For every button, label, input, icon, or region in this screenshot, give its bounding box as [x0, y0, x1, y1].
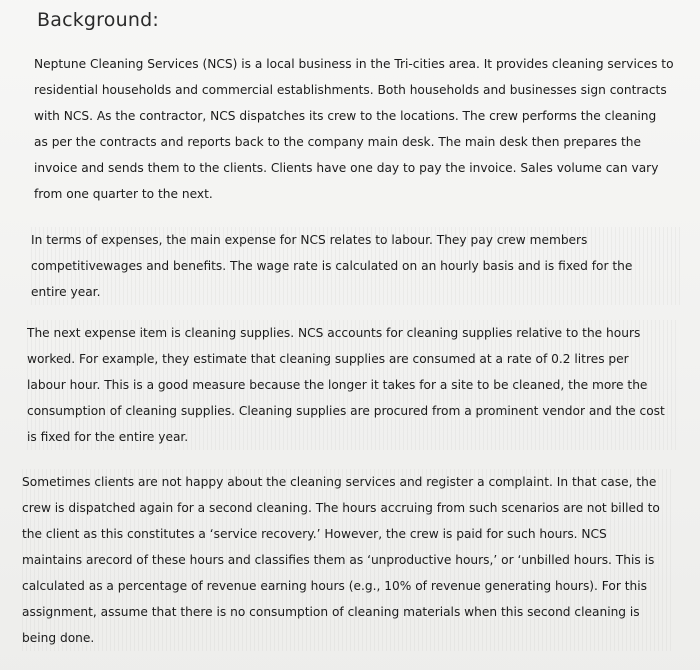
text-line: invoice and sends them to the clients. Clients have one day to pay the invoice. Sales volume can vary	[34, 161, 659, 175]
text-line: assignment, assume that there is no consumption of cleaning materials when this second cleaning is	[22, 605, 640, 619]
text-line: labour hour. This is a good measure because the longer it takes for a site to be cleaned, the more the	[27, 378, 648, 392]
text-line: In terms of expenses, the main expense for NCS relates to labour. They pay crew members	[31, 233, 588, 247]
page-title: Background:	[37, 9, 159, 31]
text-line: is fixed for the entire year.	[27, 430, 189, 444]
paragraph-company-overview	[34, 51, 684, 207]
paragraph-labour-expense	[31, 227, 681, 305]
text-line: from one quarter to the next.	[34, 187, 213, 201]
text-line: the client as this constitutes a ‘service recovery.’ However, the crew is paid for such hours. NCS	[22, 527, 607, 541]
text-line: The next expense item is cleaning supplies. NCS accounts for cleaning supplies relative to the hours	[27, 326, 641, 340]
text-line: entire year.	[31, 285, 101, 299]
text-line: worked. For example, they estimate that cleaning supplies are consumed at a rate of 0.2 litres per	[27, 352, 629, 366]
text-line: consumption of cleaning supplies. Cleaning supplies are procured from a prominent vendor and the cost	[27, 404, 665, 418]
text-line: crew is dispatched again for a second cleaning. The hours accruing from such scenarios are not billed to	[22, 501, 660, 515]
text-line: Neptune Cleaning Services (NCS) is a local business in the Tri-cities area. It provides cleaning services to	[34, 57, 674, 71]
text-line: residential households and commercial establishments. Both households and businesses sign contracts	[34, 83, 667, 97]
text-line: Sometimes clients are not happy about the cleaning services and register a complaint. In that case, the	[22, 475, 657, 489]
paragraph-cleaning-supplies	[27, 320, 677, 450]
text-line: maintains arecord of these hours and classifies them as ‘unproductive hours,’ or ‘unbilled hours. This is	[22, 553, 655, 567]
text-line: calculated as a percentage of revenue earning hours (e.g., 10% of revenue generating hours). For this	[22, 579, 647, 593]
text-line: being done.	[22, 631, 95, 645]
text-line: with NCS. As the contractor, NCS dispatches its crew to the locations. The crew performs the cleaning	[34, 109, 657, 123]
text-line: as per the contracts and reports back to the company main desk. The main desk then prepares the	[34, 135, 641, 149]
text-line: competitivewages and benefits. The wage rate is calculated on an hourly basis and is fixed for the	[31, 259, 633, 273]
paragraph-unbilled-hours	[22, 469, 672, 651]
